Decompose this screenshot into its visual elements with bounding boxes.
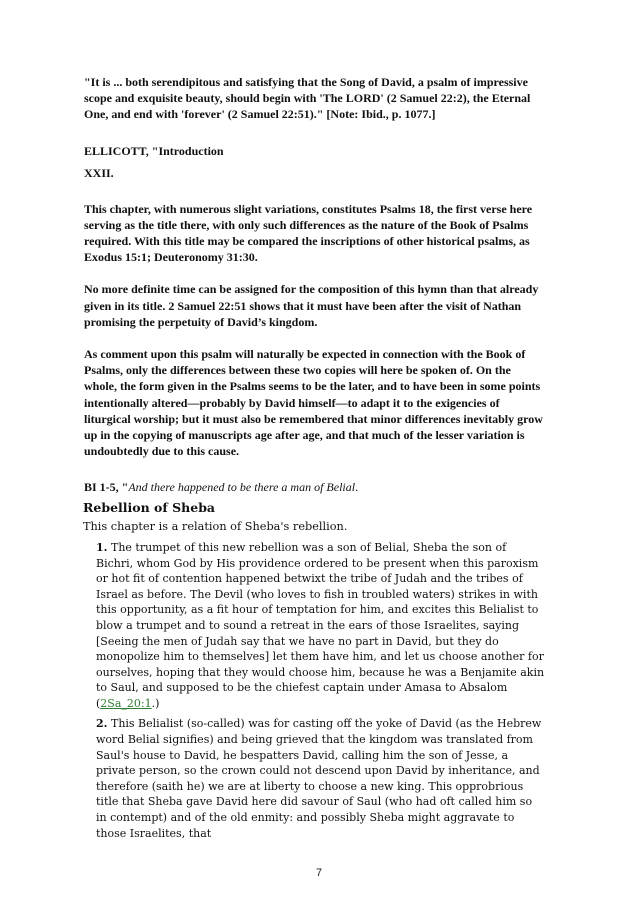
ellicott-paragraph-3: As comment upon this psalm will naturally be expected in connection with the Book of Psalms, only the differences between these two copies will here be spoken of. On the whole, the form given in the Psalms seems to be the later, and to have been in some points intentionally altered—probably by David himself—to adapt it to the exigencies of liturgical worship; but it must also be remembered that minor differences inevitably grow up in the copying of manuscripts age after age, and that much of the lesser variation is undoubtedly due to this cause. [84,347,543,459]
bi-reference-line [84,479,546,495]
numbered-paragraph-1 [96,540,546,712]
ellicott-paragraph-2: No more definite time can be assigned for the composition of this hymn than that already given in its title. 2 Samuel 22:51 shows that it must have been after the visit of Nathan promising the perpetuity of David’s kingdom. [84,282,539,329]
paragraph-number: 2. [96,717,108,731]
bi-prefix: BI 1-5, " [84,480,129,495]
chapter-label: XXII. [84,165,114,180]
paragraph-number: 1. [96,540,108,554]
section-title: Rebellion of Sheba [83,500,216,516]
section-intro: This chapter is a relation of Sheba's rebellion. [83,520,348,534]
numbered-paragraph-2 [96,716,546,841]
bi-suffix: . [355,480,359,495]
page-number: 7 [315,867,323,879]
bi-italic-quote: And there happened to be there a man of Belial [128,480,356,495]
page-content [84,74,546,841]
paragraph-tail: .) [151,696,160,710]
scripture-link[interactable]: 2Sa_20:1 [100,696,152,710]
paragraph-text: The trumpet of this new rebellion was a son of Belial, Sheba the son of Bichri, whom God by His providence ordered to be present when this paroxism or hot fit of contention happened betwixt the tribe of Judah and the tribes of Israel as before. The Devil (who loves to fish in troubled waters) strikes in with this opportunity, as a fit hour of temptation for him, and excites this Belialist to blow a trumpet and to sound a retreat in the ears of those Israelites, saying [Seeing the men of Judah say that we have no part in David, but they do monopolize him to themselves] let them have him, and let us choose another for ourselves, hoping that they would choose him, because he was a Benjamite akin to Saul, and supposed to be the chiefest captain under Amasa to Absalom ( [96,540,545,710]
quote-paragraph: "It is ... both serendipitous and satisfying that the Song of David, a psalm of impressive scope and exquisite beauty, should begin with 'The LORD' (2 Samuel 22:2), the Eternal One, and end with 'forever' (2 Samuel 22:51)." [Note: Ibid., p. 1077.] [84,75,531,122]
ellicott-paragraph-1: This chapter, with numerous slight variations, constitutes Psalms 18, the first verse here serving as the title there, with only such differences as the nature of the Book of Psalms required. With this title may be compared the inscriptions of other historical psalms, as Exodus 15:1; Deuteronomy 31:30. [84,201,533,265]
paragraph-text: This Belialist (so-called) was for casting off the yoke of David (as the Hebrew word Belial signifies) and being grieved that the kingdom was translated from Saul's house to David, he bespatters David, calling him the son of Jesse, a private person, so the crown could not descend upon David by inheritance, and therefore (saith he) we are at liberty to choose a new king. This opprobrious title that Sheba gave David here did savour of Saul (who had oft called him so in contempt) and of the old enmity: and possibly Sheba might aggravate to those Israelites, that [96,717,542,840]
ellicott-heading: ELLICOTT, "Introduction [84,143,224,158]
